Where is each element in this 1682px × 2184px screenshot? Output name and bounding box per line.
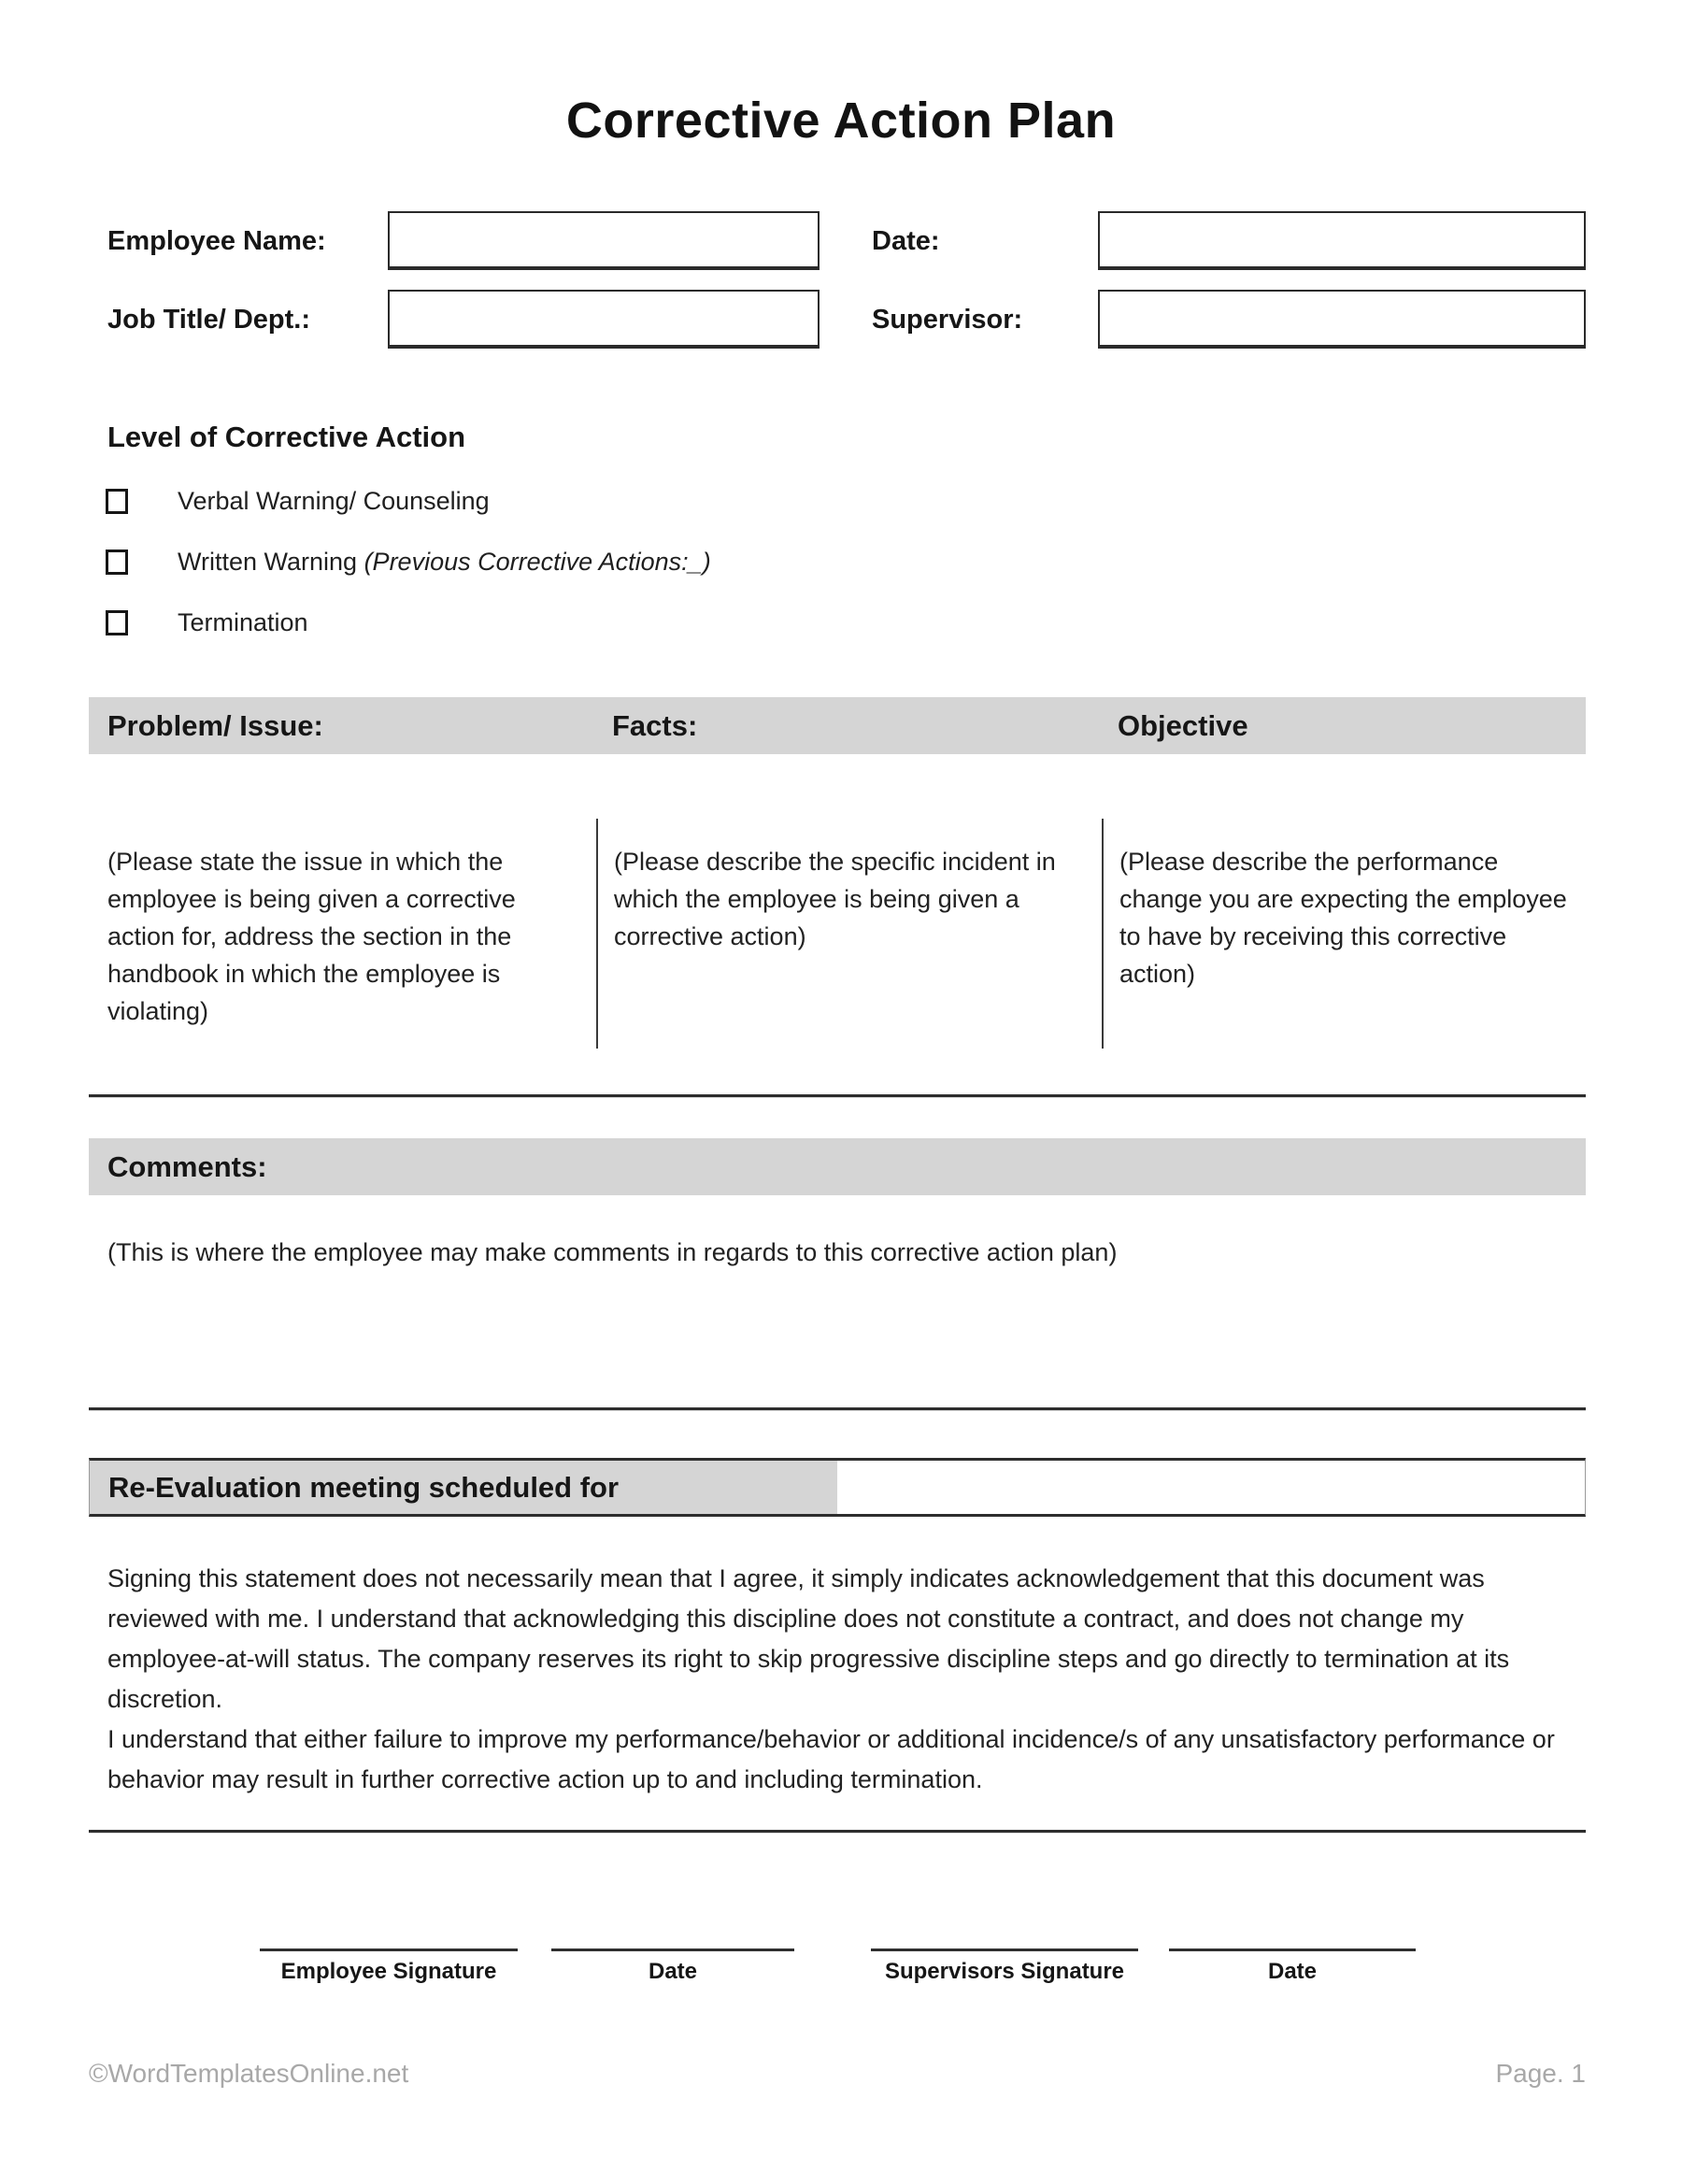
comments-heading: Comments: bbox=[107, 1149, 267, 1183]
date-label: Date: bbox=[872, 226, 940, 256]
termination-checkbox[interactable] bbox=[106, 610, 128, 635]
written-warning-text: Written Warning bbox=[178, 548, 364, 576]
date-field[interactable] bbox=[1098, 211, 1586, 270]
acknowledgement-text bbox=[107, 1559, 1586, 1800]
objective-placeholder[interactable]: (Please describe the performance change you are expecting the employee to have by receiving this corrective action) bbox=[1119, 848, 1567, 988]
section-divider-rule bbox=[89, 1830, 1586, 1834]
problem-issue-header: Problem/ Issue: bbox=[107, 708, 323, 742]
employee-name-field[interactable] bbox=[388, 211, 820, 270]
employee-date-block bbox=[551, 1948, 794, 1985]
termination-text: Termination bbox=[178, 608, 308, 636]
footer-copyright: ©WordTemplatesOnline.net bbox=[89, 2059, 409, 2088]
section-divider-rule bbox=[89, 1094, 1586, 1098]
page-title: Corrective Action Plan bbox=[565, 93, 1117, 149]
supervisor-date-block bbox=[1169, 1948, 1416, 1985]
facts-header: Facts: bbox=[612, 708, 698, 742]
employee-date-label: Date bbox=[648, 1959, 698, 1984]
termination-label bbox=[178, 608, 308, 637]
employee-name-label: Employee Name: bbox=[107, 226, 326, 256]
job-title-label: Job Title/ Dept.: bbox=[107, 305, 310, 335]
comments-header-bar bbox=[89, 1138, 1586, 1195]
verbal-warning-label bbox=[178, 487, 490, 516]
issue-table-header-bar bbox=[89, 697, 1586, 754]
verbal-warning-checkbox[interactable] bbox=[106, 489, 128, 514]
supervisor-field[interactable] bbox=[1098, 290, 1586, 349]
written-warning-italic-text: (Previous Corrective Actions:_) bbox=[363, 548, 711, 576]
facts-placeholder[interactable]: (Please describe the specific incident in which the employee is being given a corrective action) bbox=[614, 848, 1056, 950]
section-divider-rule bbox=[89, 1407, 1586, 1411]
supervisor-date-line[interactable] bbox=[1169, 1948, 1416, 1951]
employee-date-line[interactable] bbox=[551, 1948, 794, 1951]
comments-placeholder[interactable]: (This is where the employee may make comments in regards to this corrective action plan) bbox=[107, 1238, 1118, 1266]
acknowledgement-paragraph-2: I understand that either failure to improve my performance/behavior or additional incidence/s of any unsatisfactory performance or behavior may result in further corrective action up to and including termination. bbox=[107, 1725, 1555, 1793]
employee-signature-label: Employee Signature bbox=[280, 1959, 497, 1984]
written-warning-label bbox=[178, 548, 711, 577]
supervisor-signature-block bbox=[871, 1948, 1138, 1985]
employee-signature-block bbox=[260, 1948, 518, 1985]
acknowledgement-paragraph-1: Signing this statement does not necessarily mean that I agree, it simply indicates acknowledgement that this document was reviewed with me. I understand that acknowledging this discipline does not constitute a contract, and does not change my employee-at-will status. The company reserves its right to skip progressive discipline steps and go directly to termination at its discretion. bbox=[107, 1564, 1510, 1713]
employee-signature-line[interactable] bbox=[260, 1948, 518, 1951]
re-evaluation-date-field[interactable] bbox=[837, 1461, 1585, 1514]
re-evaluation-label-cell bbox=[90, 1461, 837, 1514]
level-section-heading: Level of Corrective Action bbox=[107, 421, 466, 453]
objective-header: Objective bbox=[1118, 708, 1248, 742]
column-divider bbox=[1102, 819, 1104, 1049]
verbal-warning-text: Verbal Warning/ Counseling bbox=[178, 487, 490, 515]
problem-issue-placeholder[interactable]: (Please state the issue in which the employee is being given a corrective action for, address the section in the handbook in which the employee is violating) bbox=[107, 848, 516, 1025]
supervisor-signature-label: Supervisors Signature bbox=[884, 1959, 1125, 1984]
footer-page-number: Page. 1 bbox=[1495, 2059, 1586, 2088]
written-warning-checkbox[interactable] bbox=[106, 550, 128, 575]
column-divider bbox=[596, 819, 598, 1049]
supervisor-signature-line[interactable] bbox=[871, 1948, 1138, 1951]
job-title-field[interactable] bbox=[388, 290, 820, 349]
re-evaluation-label: Re-Evaluation meeting scheduled for bbox=[108, 1470, 620, 1504]
re-evaluation-row bbox=[89, 1458, 1586, 1517]
supervisor-label: Supervisor: bbox=[872, 305, 1023, 335]
supervisor-date-label: Date bbox=[1267, 1959, 1318, 1984]
